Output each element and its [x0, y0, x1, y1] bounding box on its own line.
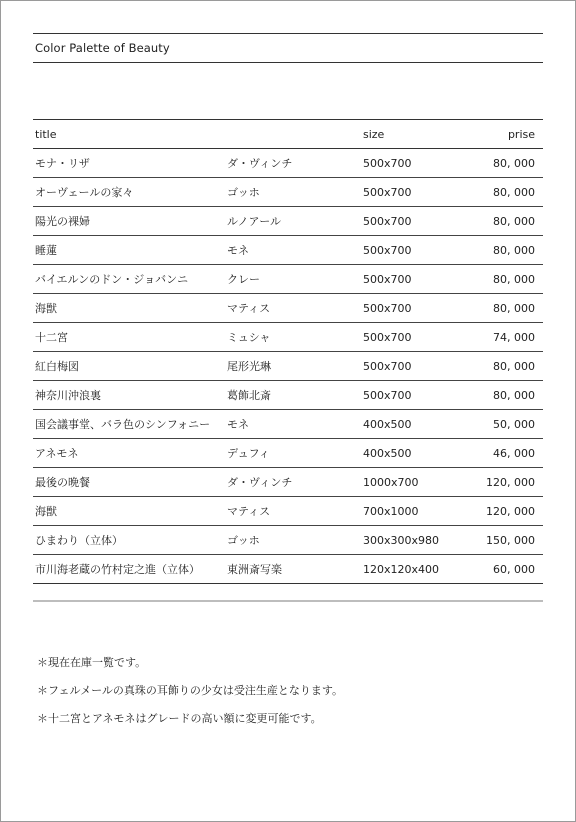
cell-size: 500x700: [363, 214, 412, 228]
column-header-price: prise: [507, 127, 535, 141]
cell-title: 十二宮: [35, 331, 68, 344]
cell-artist: 尾形光琳: [227, 360, 271, 373]
price-list-table: [33, 119, 543, 584]
cell-artist: モネ: [227, 418, 249, 431]
cell-artist: ゴッホ: [227, 534, 260, 547]
cell-title: 睡蓮: [35, 244, 57, 257]
cell-size: 500x700: [363, 301, 412, 315]
table-row: [33, 265, 543, 294]
cell-artist: デュフィ: [227, 447, 270, 460]
cell-price: 80, 000: [493, 185, 535, 199]
cell-artist: ダ・ヴィンチ: [227, 157, 293, 170]
document-title: Color Palette of Beauty: [35, 41, 170, 55]
table-row: [33, 381, 543, 410]
note-line: ＊十二宮とアネモネはグレードの高い額に変更可能です。: [37, 712, 322, 725]
cell-price: 50, 000: [493, 417, 535, 431]
cell-size: 500x700: [363, 243, 412, 257]
cell-price: 74, 000: [493, 330, 535, 344]
cell-title: 国会議事堂、バラ色のシンフォニー: [35, 418, 211, 431]
notes-section: [37, 655, 343, 739]
cell-price: 120, 000: [486, 475, 535, 489]
cell-artist: マティス: [227, 302, 271, 315]
cell-artist: ミュシャ: [227, 331, 271, 344]
cell-title: 陽光の裸婦: [35, 215, 90, 228]
table-body: [33, 149, 543, 584]
cell-artist: ゴッホ: [227, 186, 260, 199]
cell-size: 120x120x400: [363, 562, 440, 576]
cell-size: 700x1000: [363, 504, 419, 518]
cell-title: 神奈川沖浪裏: [35, 389, 101, 402]
table-row: [33, 410, 543, 439]
section-divider: [33, 600, 543, 602]
cell-price: 80, 000: [493, 301, 535, 315]
cell-price: 80, 000: [493, 359, 535, 373]
table-row: [33, 207, 543, 236]
table-row: [33, 149, 543, 178]
cell-price: 120, 000: [486, 504, 535, 518]
cell-artist: 東洲斎写楽: [227, 563, 282, 576]
cell-title: 市川海老蔵の竹村定之進（立体）: [35, 563, 200, 576]
table-row: [33, 236, 543, 265]
document-header: [33, 33, 543, 63]
note-line: ＊フェルメールの真珠の耳飾りの少女は受注生産となります。: [37, 684, 344, 697]
cell-price: 46, 000: [493, 446, 535, 460]
cell-title: ひまわり（立体）: [35, 534, 123, 547]
table-row: [33, 178, 543, 207]
cell-title: 最後の晩餐: [35, 476, 90, 489]
note-line: ＊現在在庫一覧です。: [37, 656, 147, 669]
cell-size: 500x700: [363, 359, 412, 373]
cell-artist: モネ: [227, 244, 249, 257]
column-header-size: size: [363, 127, 385, 141]
cell-artist: マティス: [227, 505, 271, 518]
column-header-artist: [225, 120, 361, 149]
cell-title: オーヴェールの家々: [35, 186, 134, 199]
cell-artist: ダ・ヴィンチ: [227, 476, 293, 489]
cell-size: 400x500: [363, 446, 412, 460]
cell-title: バイエルンのドン・ジョバンニ: [35, 273, 189, 286]
table-row: [33, 526, 543, 555]
table-row: [33, 323, 543, 352]
cell-title: 紅白梅図: [35, 360, 79, 373]
cell-artist: 葛飾北斎: [227, 389, 271, 402]
cell-artist: クレー: [227, 273, 260, 286]
cell-size: 500x700: [363, 388, 412, 402]
table-row: [33, 468, 543, 497]
cell-price: 60, 000: [493, 562, 535, 576]
table-row: [33, 555, 543, 584]
table-row: [33, 497, 543, 526]
cell-price: 80, 000: [493, 214, 535, 228]
cell-size: 1000x700: [363, 475, 419, 489]
cell-price: 150, 000: [486, 533, 535, 547]
cell-size: 300x300x980: [363, 533, 440, 547]
table-header-row: [33, 120, 543, 149]
cell-title: 海獣: [35, 505, 57, 518]
cell-price: 80, 000: [493, 243, 535, 257]
column-header-title: title: [35, 127, 57, 141]
cell-title: モナ・リザ: [35, 157, 90, 170]
cell-size: 400x500: [363, 417, 412, 431]
cell-size: 500x700: [363, 156, 412, 170]
table-row: [33, 352, 543, 381]
cell-price: 80, 000: [493, 156, 535, 170]
cell-size: 500x700: [363, 185, 412, 199]
cell-title: 海獣: [35, 302, 57, 315]
cell-size: 500x700: [363, 330, 412, 344]
cell-artist: ルノアール: [227, 215, 282, 228]
cell-size: 500x700: [363, 272, 412, 286]
table-row: [33, 294, 543, 323]
cell-title: アネモネ: [35, 447, 79, 460]
table-row: [33, 439, 543, 468]
cell-price: 80, 000: [493, 272, 535, 286]
cell-price: 80, 000: [493, 388, 535, 402]
